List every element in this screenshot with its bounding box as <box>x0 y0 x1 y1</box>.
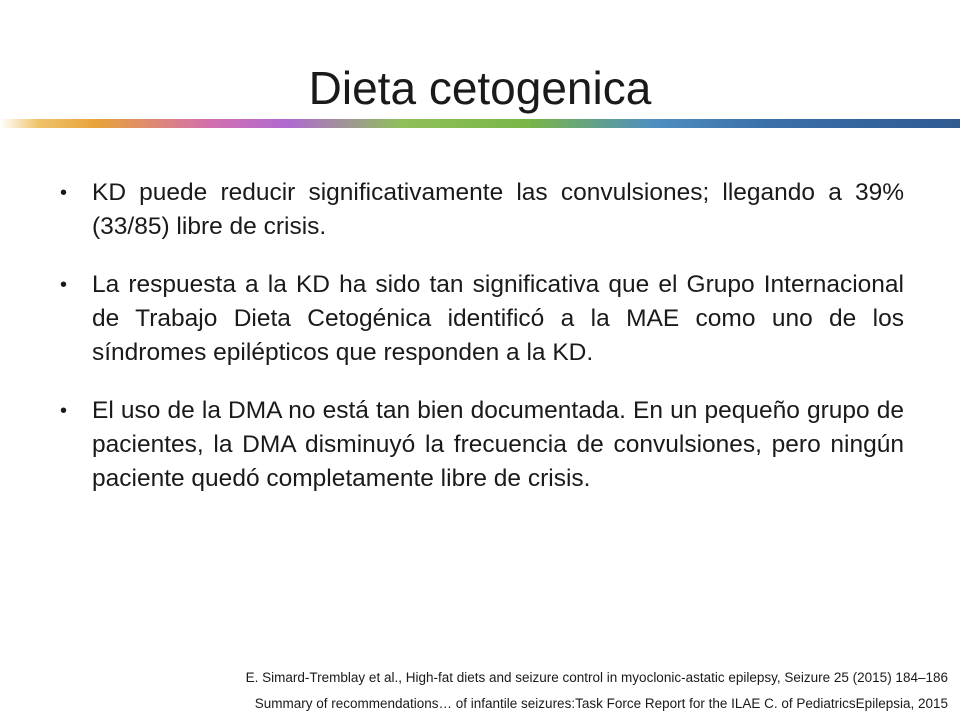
bullet-item <box>60 394 904 496</box>
bullet-dot-icon: • <box>60 400 68 422</box>
slide-title: Dieta cetogenica <box>308 62 652 114</box>
reference-line: Summary of recommendations… of infantile seizures:Task Force Report for the ILAE C. of PediatricsEpilepsia, 2015 <box>254 696 948 711</box>
bullet-dot-icon: • <box>60 274 68 296</box>
bullet-text: La respuesta a la KD ha sido tan significativa que el Grupo Internacional de Trabajo Dieta Cetogénica identificó a la MAE como uno de los síndromes epilépticos que responden a la KD. <box>92 271 904 366</box>
bullet-dot-icon: • <box>60 182 68 204</box>
title-underline-gradient <box>0 119 960 128</box>
bullet-item <box>60 176 904 244</box>
bullet-text: KD puede reducir significativamente las convulsiones; llegando a 39% (33/85) libre de crisis. <box>92 179 904 240</box>
bullet-list <box>60 176 904 520</box>
references <box>18 665 948 717</box>
reference-line: E. Simard-Tremblay et al., High-fat diets and seizure control in myoclonic-astatic epilepsy, Seizure 25 (2015) 184–186 <box>245 670 948 685</box>
bullet-item <box>60 268 904 370</box>
bullet-text: El uso de la DMA no está tan bien documentada. En un pequeño grupo de pacientes, la DMA disminuyó la frecuencia de convulsiones, pero ningún paciente quedó completamente libre de crisis. <box>92 397 904 492</box>
